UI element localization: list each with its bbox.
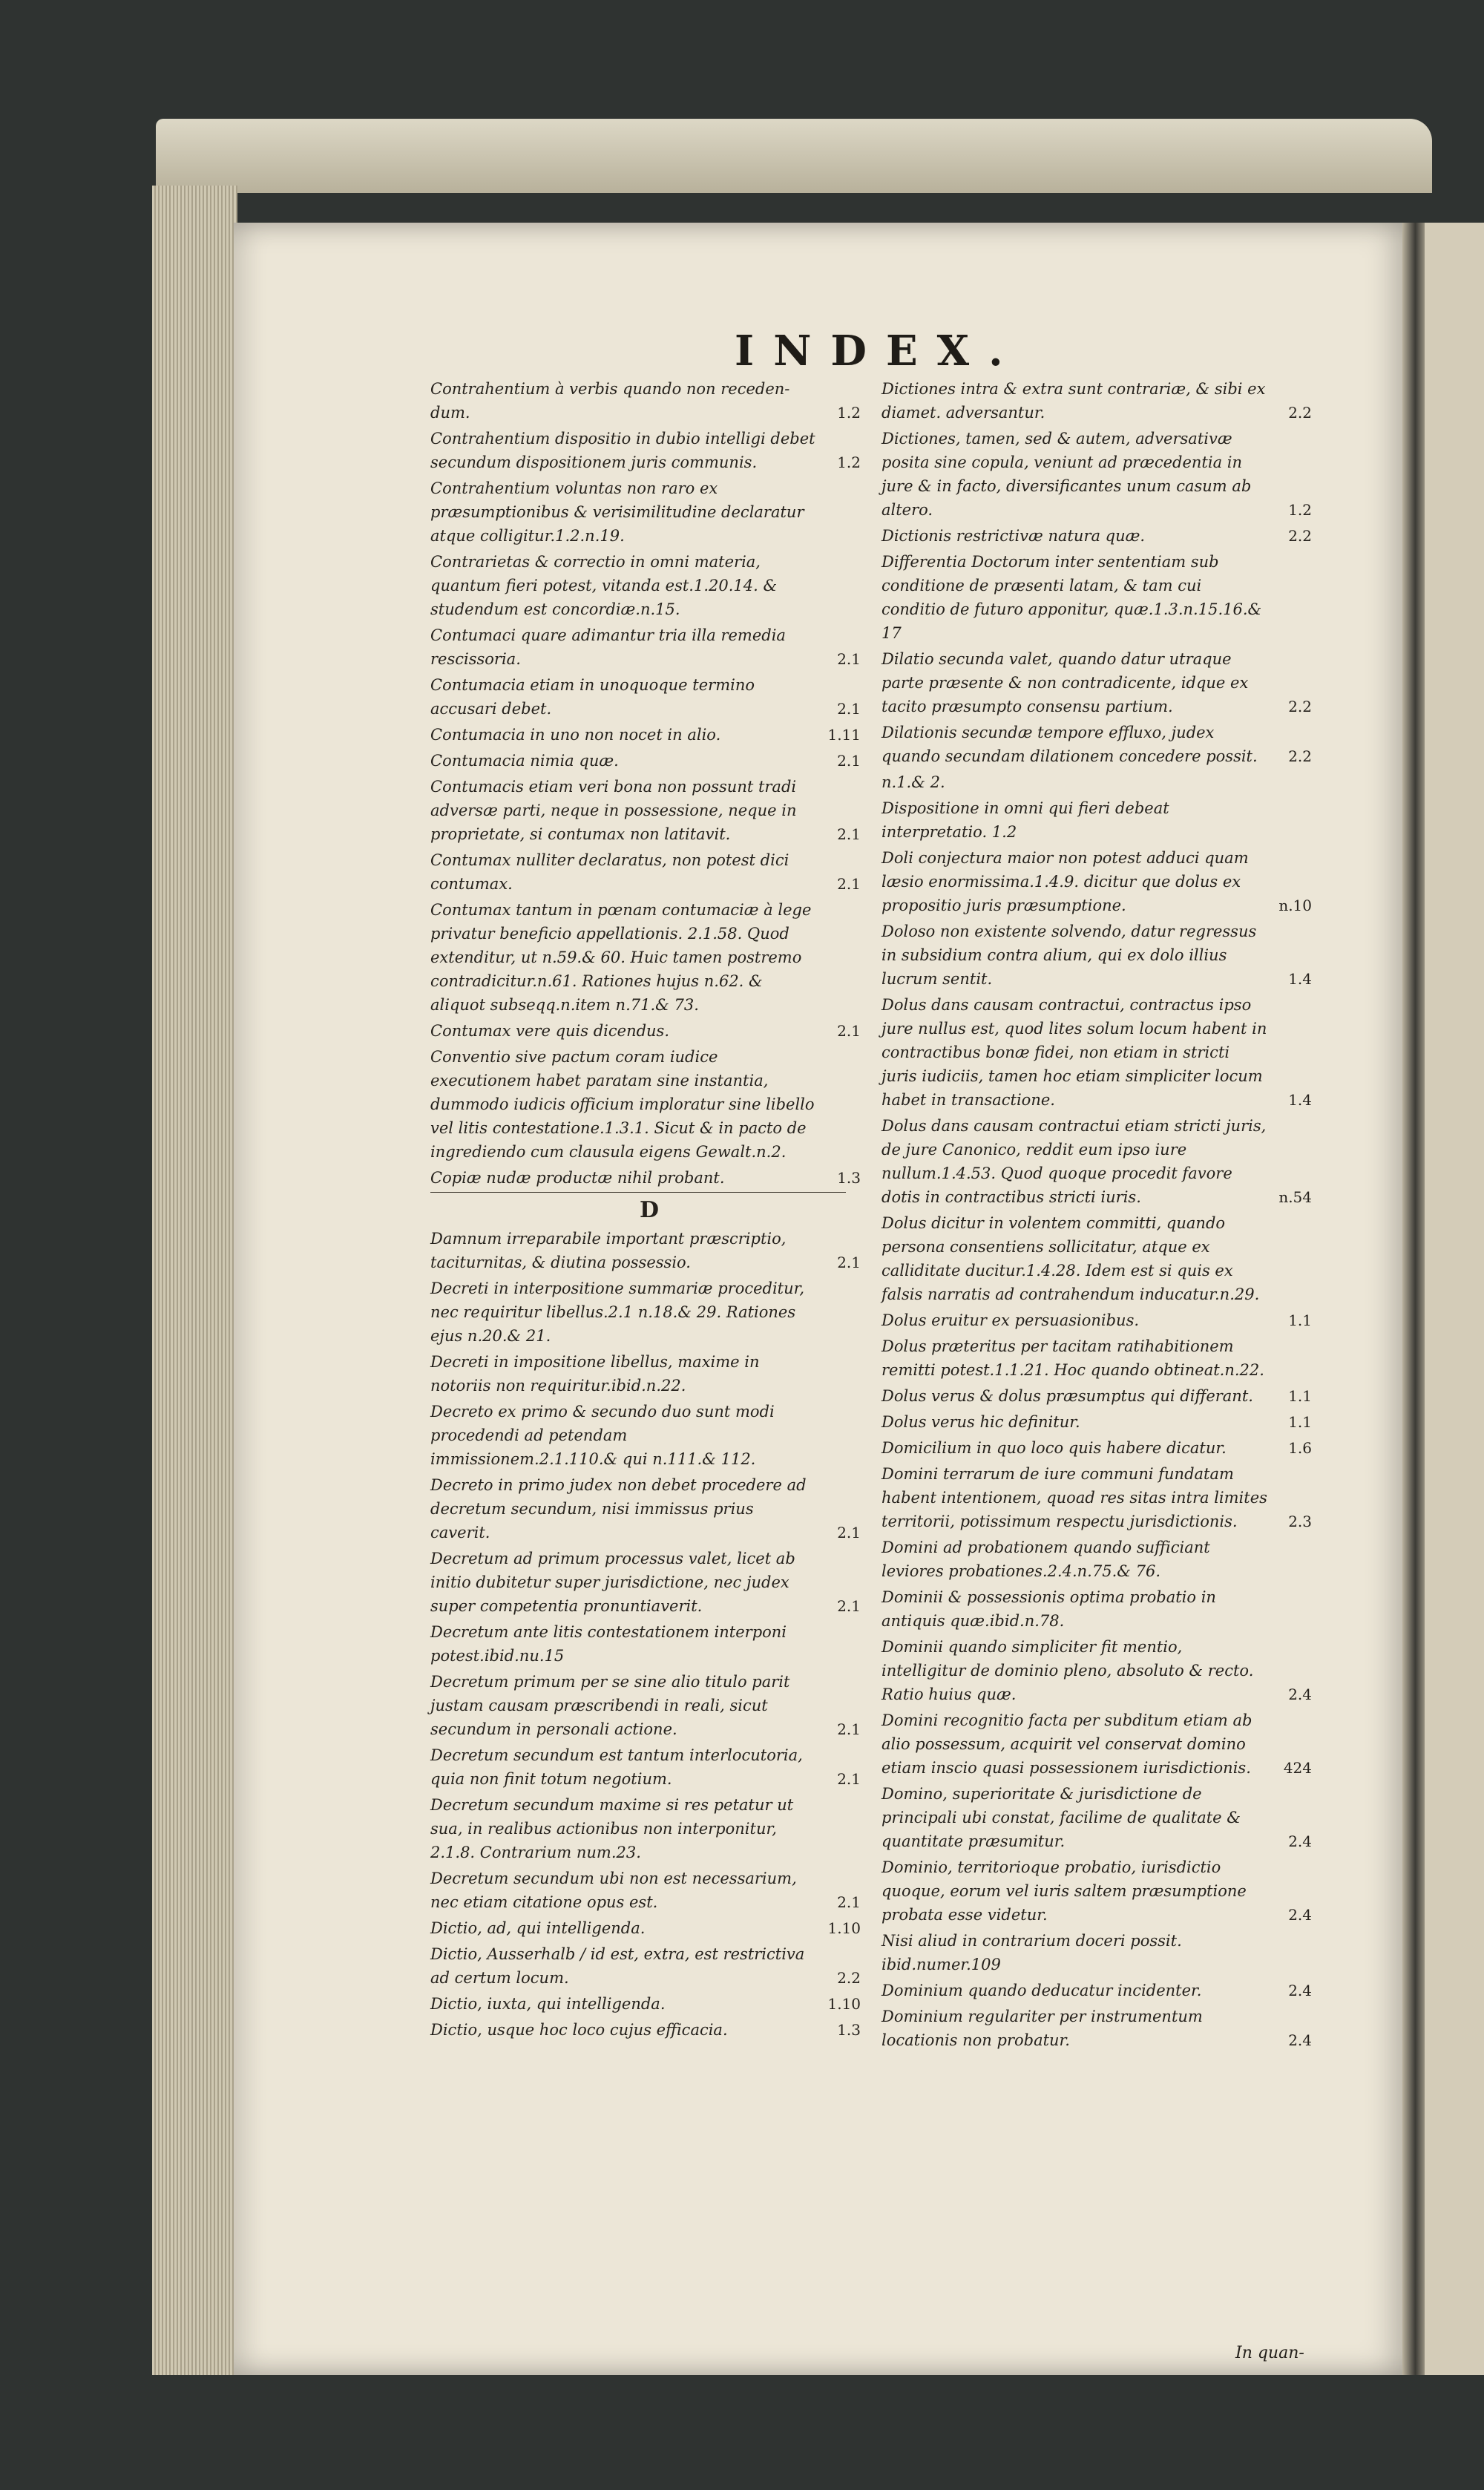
index-entry	[430, 1867, 868, 1914]
entry-text: Dolus eruitur ex persuasionibus.	[881, 1311, 1140, 1329]
catchword: In quan-	[1235, 2344, 1304, 2362]
entry-reference: 1.2	[837, 404, 861, 422]
entry-reference: 2.4	[1288, 1906, 1312, 1924]
entry-text: Dictiones, tamen, sed & autem, adversativæ posita sine copula, veniunt ad præcedentia in jure & in facto, diversificantes unum casum ab altero.	[881, 430, 1252, 519]
index-entry	[881, 1211, 1319, 1306]
entry-reference: 1.2	[837, 453, 861, 471]
entry-reference: 2.1	[837, 1524, 861, 1541]
entry-text: Dominii & possessionis optima probatio in antiquis quæ.ibid.n.78.	[881, 1588, 1216, 1630]
entry-text: n.1.& 2.	[881, 773, 945, 791]
index-entry	[881, 1585, 1319, 1633]
index-entry	[881, 2005, 1319, 2052]
entry-reference: 1.10	[827, 1919, 861, 1937]
entry-text: Dominium regulariter per instrumentum locationis non probatur.	[881, 2008, 1203, 2049]
index-entry	[881, 993, 1319, 1112]
entry-text: Decretum ante litis contestationem interponi potest.ibid.nu.15	[430, 1623, 787, 1665]
entry-text: Differentia Doctorum inter sententiam sub conditione de præsenti latam, & tam cui conditio de futuro apponitur, quæ.1.3.n.15.16.& 17	[881, 553, 1262, 642]
index-entry	[881, 1462, 1319, 1533]
entry-text: Contumacia nimia quæ.	[430, 752, 619, 770]
index-entry	[430, 1045, 868, 1164]
index-entry	[430, 1277, 868, 1348]
index-entry	[430, 476, 868, 548]
entry-text: Dilatio secunda valet, quando datur utraque parte præsente & non contradicente, idque ex tacito præsumpto consensu partium.	[881, 650, 1249, 715]
entry-text: Copiæ nudæ productæ nihil probant.	[430, 1169, 725, 1187]
entry-text: Contumax tantum in pœnam contumaciæ à lege privatur beneficio appellationis. 2.1.58. Quod extenditur, ut n.59.& 60. Huic tamen postremo contradicitur.n.61. Rationes hujus n.62. & aliquot subseqq.n.item n.71.& 73.	[430, 901, 812, 1014]
book-fore-edge	[152, 186, 237, 2375]
entry-text: Dolus verus hic definitur.	[881, 1413, 1080, 1431]
entry-text: Contrarietas & correctio in omni materia, quantum fieri potest, vitanda est.1.20.14. & studendum est concordiæ.n.15.	[430, 553, 778, 618]
entry-reference: 1.1	[1288, 1311, 1312, 1329]
entry-reference: 1.11	[827, 726, 861, 744]
entry-reference: 2.1	[837, 1893, 861, 1911]
index-entry	[430, 848, 868, 896]
index-entry	[430, 1793, 868, 1864]
entry-text: Doli conjectura maior non potest adduci quam læsio enormissima.1.4.9. dicitur que dolus ex propositio juris præsumptione.	[881, 849, 1249, 914]
entry-text: Decretum secundum maxime si res petatur ut sua, in realibus actionibus non interponitur, 2.1.8. Contrarium num.23.	[430, 1796, 794, 1861]
index-entry	[881, 377, 1319, 425]
entry-reference: 2.1	[837, 1770, 861, 1788]
entry-text: Decreto in primo judex non debet procedere ad decretum secundum, nisi immissus prius caverit.	[430, 1476, 807, 1541]
entry-reference: 2.4	[1288, 1832, 1312, 1850]
entry-text: Dominium quando deducatur incidenter.	[881, 1982, 1202, 1999]
entry-text: Domicilium in quo loco quis habere dicatur.	[881, 1439, 1227, 1457]
entry-reference: 1.1	[1288, 1413, 1312, 1431]
index-entry	[430, 2018, 868, 2042]
entry-text: Domini ad probationem quando sufficiant leviores probationes.2.4.n.75.& 76.	[881, 1539, 1210, 1580]
entry-text: Contumacia etiam in unoquoque termino accusari debet.	[430, 676, 755, 718]
left-column	[430, 377, 868, 2044]
index-entry	[430, 1670, 868, 1741]
index-entry	[430, 1350, 868, 1398]
index-entry	[430, 427, 868, 474]
entry-text: Decretum secundum ubi non est necessarium, nec etiam citatione opus est.	[430, 1870, 797, 1911]
entry-reference: 1.3	[837, 1169, 861, 1187]
index-entry	[430, 1400, 868, 1471]
entry-text: Decretum ad primum processus valet, licet ab initio dubitetur super jurisdictione, nec judex super competentia pronuntiaverit.	[430, 1550, 795, 1615]
entry-reference: 2.1	[837, 700, 861, 718]
index-entry	[430, 377, 868, 425]
entry-text: Damnum irreparabile important præscriptio, taciturnitas, & diutina possessio.	[430, 1230, 787, 1271]
index-entry	[881, 846, 1319, 917]
index-entry	[430, 1547, 868, 1618]
index-entry	[430, 1620, 868, 1668]
entry-text: Dolus præteritus per tacitam ratihabitionem remitti potest.1.1.21. Hoc quando obtineat.n.22.	[881, 1337, 1264, 1379]
entry-text: Dictionis restrictivæ natura quæ.	[881, 527, 1146, 545]
section-letter: D	[639, 1197, 659, 1223]
entry-text: Dictio, iuxta, qui intelligenda.	[430, 1995, 666, 2013]
entry-reference: 2.3	[1288, 1513, 1312, 1530]
index-entry	[881, 1436, 1319, 1460]
entry-text: Contrahentium voluntas non raro ex præsumptionibus & verisimilitudine declaratur atque colligitur.1.2.n.19.	[430, 479, 804, 545]
entry-reference: 424	[1283, 1759, 1312, 1777]
entry-text: Decreti in impositione libellus, maxime in notoriis non requiritur.ibid.n.22.	[430, 1353, 760, 1395]
entry-text: Contrahentium à verbis quando non receden- dum.	[430, 380, 790, 422]
entry-reference: n.54	[1278, 1188, 1312, 1206]
entry-text: Domini recognitio facta per subditum etiam ab alio possessum, acquirit vel conservat domino etiam inscio quasi possessionem iurisdictionis.	[881, 1711, 1252, 1777]
entry-text: Dictio, ad, qui intelligenda.	[430, 1919, 646, 1937]
index-entry	[881, 1308, 1319, 1332]
entry-reference: 2.2	[1288, 527, 1312, 545]
entry-text: Contumax vere quis dicendus.	[430, 1022, 670, 1040]
entry-text: Dolus verus & dolus præsumptus qui differant.	[881, 1387, 1253, 1405]
entry-text: Dictiones intra & extra sunt contrariæ, & sibi ex diamet. adversantur.	[881, 380, 1266, 422]
entry-reference: 2.4	[1288, 1982, 1312, 1999]
entry-reference: 2.2	[1288, 404, 1312, 422]
entry-text: Dolus dans causam contractui etiam stricti juris, de jure Canonico, reddit eum ipso iure nullum.1.4.53. Quod quoque procedit favore dotis in contractibus stricti iuris.	[881, 1117, 1267, 1206]
entry-reference: 2.1	[837, 1597, 861, 1615]
entry-text: Contumax nulliter declaratus, non potest dici contumax.	[430, 851, 789, 893]
index-entry	[430, 898, 868, 1017]
index-entry	[430, 1992, 868, 2016]
index-entry	[430, 1743, 868, 1791]
entry-text: Dilationis secundæ tempore effluxo, judex quando secundam dilationem concedere possit.	[881, 724, 1258, 765]
index-entry	[881, 524, 1319, 548]
entry-text: Contumacis etiam veri bona non possunt tradi adversæ parti, neque in possessione, neque in proprietate, si contumax non latitavit.	[430, 778, 797, 843]
section-rule	[430, 1192, 846, 1193]
index-entry	[430, 749, 868, 773]
entry-text: Dolus dans causam contractui, contractus ipso jure nullus est, quod lites solum locum habent in contractibus bonæ fidei, non etiam in stricti juris iudiciis, tamen hoc etiam simpliciter locum habet in transactione.	[881, 996, 1267, 1109]
entry-text: Decretum primum per se sine alio titulo parit justam causam præscribendi in reali, sicut secundum in personali actione.	[430, 1673, 790, 1738]
entry-text: Contumacia in uno non nocet in alio.	[430, 726, 721, 744]
entry-reference: 1.2	[1288, 501, 1312, 519]
entry-reference: 2.1	[837, 875, 861, 893]
entry-text: Nisi aliud in contrarium doceri possit. ibid.numer.109	[881, 1932, 1182, 1973]
entry-text: Dispositione in omni qui fieri debeat interpretatio. 1.2	[881, 799, 1169, 841]
entry-text: Dominii quando simpliciter fit mentio, intelligitur de dominio pleno, absoluto & recto. Ratio huius quæ.	[881, 1638, 1254, 1703]
index-entry	[430, 550, 868, 621]
page-title: INDEX.	[735, 327, 1022, 376]
index-entry	[881, 1410, 1319, 1434]
entry-text: Contumaci quare adimantur tria illa remedia rescissoria.	[430, 626, 786, 668]
index-entry	[430, 1942, 868, 1990]
entry-text: Decreti in interpositione summariæ proceditur, nec requiritur libellus.2.1 n.18.& 29. Rationes ejus n.20.& 21.	[430, 1280, 805, 1345]
index-entry	[881, 1384, 1319, 1408]
index-entry	[881, 721, 1319, 768]
index-entry	[881, 1635, 1319, 1706]
entry-reference: 2.4	[1288, 1685, 1312, 1703]
entry-reference: 2.1	[837, 752, 861, 770]
entry-reference: 2.1	[837, 650, 861, 668]
facing-page-edge	[1425, 223, 1484, 2375]
entry-text: Decreto ex primo & secundo duo sunt modi procedendi ad petendam immissionem.2.1.110.& qui n.111.& 112.	[430, 1403, 775, 1468]
index-entry	[881, 796, 1319, 844]
entry-text: Contrahentium dispositio in dubio intelligi debet secundum dispositionem juris communis.	[430, 430, 815, 471]
entry-text: Dictio, usque hoc loco cujus efficacia.	[430, 2021, 728, 2039]
entry-text: Doloso non existente solvendo, datur regressus in subsidium contra alium, qui ex dolo illius lucrum sentit.	[881, 923, 1257, 988]
entry-reference: 2.1	[837, 1022, 861, 1040]
index-entry	[430, 673, 868, 721]
entry-reference: 1.6	[1288, 1439, 1312, 1457]
index-entry	[881, 1782, 1319, 1853]
entry-text: Decretum secundum est tantum interlocutoria, quia non finit totum negotium.	[430, 1746, 803, 1788]
index-entry	[430, 1166, 868, 1190]
index-entry	[881, 550, 1319, 645]
entry-text: Dolus dicitur in volentem committi, quando persona consentiens sollicitatur, atque ex calliditate ducitur.1.4.28. Idem est si quis ex falsis narratis ad contrahendum inducatur.n.29.	[881, 1214, 1260, 1303]
entry-reference: 2.1	[837, 1720, 861, 1738]
entry-reference: 2.2	[1288, 747, 1312, 765]
entry-text: Domino, superioritate & jurisdictione de principali ubi constat, facilime de qualitate & quantitate præsumitur.	[881, 1785, 1241, 1850]
entry-reference: 1.4	[1288, 970, 1312, 988]
index-entry	[430, 1473, 868, 1544]
index-entry	[430, 1227, 868, 1274]
entry-text: Dominio, territorioque probatio, iurisdictio quoque, eorum vel iuris saltem præsumptione probata esse videtur.	[881, 1858, 1247, 1924]
entry-reference: 2.1	[837, 1254, 861, 1271]
index-entry	[881, 1114, 1319, 1209]
entry-reference: 1.4	[1288, 1091, 1312, 1109]
index-entry	[881, 1708, 1319, 1780]
index-entry	[430, 723, 868, 747]
entry-reference: 2.4	[1288, 2031, 1312, 2049]
book-top-edge	[156, 119, 1432, 193]
index-entry	[881, 770, 1319, 794]
entry-text: Domini terrarum de iure communi fundatam habent intentionem, quoad res sitas intra limites territorii, potissimum respectu jurisdictionis.	[881, 1465, 1267, 1530]
index-entry	[881, 427, 1319, 522]
index-entry	[881, 1334, 1319, 1382]
index-entry	[881, 1979, 1319, 2002]
entry-reference: n.10	[1278, 897, 1312, 914]
entry-text: Dictio, Ausserhalb / id est, extra, est restrictiva ad certum locum.	[430, 1945, 805, 1987]
index-entry	[881, 647, 1319, 718]
index-entry	[881, 1855, 1319, 1927]
index-entry	[881, 1536, 1319, 1583]
index-entry	[430, 775, 868, 846]
entry-reference: 2.2	[837, 1969, 861, 1987]
index-entry	[881, 920, 1319, 991]
entry-reference: 1.1	[1288, 1387, 1312, 1405]
entry-reference: 2.1	[837, 825, 861, 843]
index-entry	[430, 1916, 868, 1940]
entry-reference: 1.3	[837, 2021, 861, 2039]
entry-reference: 2.2	[1288, 698, 1312, 715]
entry-text: Conventio sive pactum coram iudice executionem habet paratam sine instantia, dummodo iudicis officium imploratur sine libello vel litis contestatione.1.3.1. Sicut & in pacto de ingrediendo cum clausula eigens Gewalt.n.2.	[430, 1048, 815, 1161]
index-entry	[430, 1019, 868, 1043]
right-column	[881, 377, 1319, 2054]
index-entry	[430, 623, 868, 671]
entry-reference: 1.10	[827, 1995, 861, 2013]
index-entry	[881, 1929, 1319, 1976]
